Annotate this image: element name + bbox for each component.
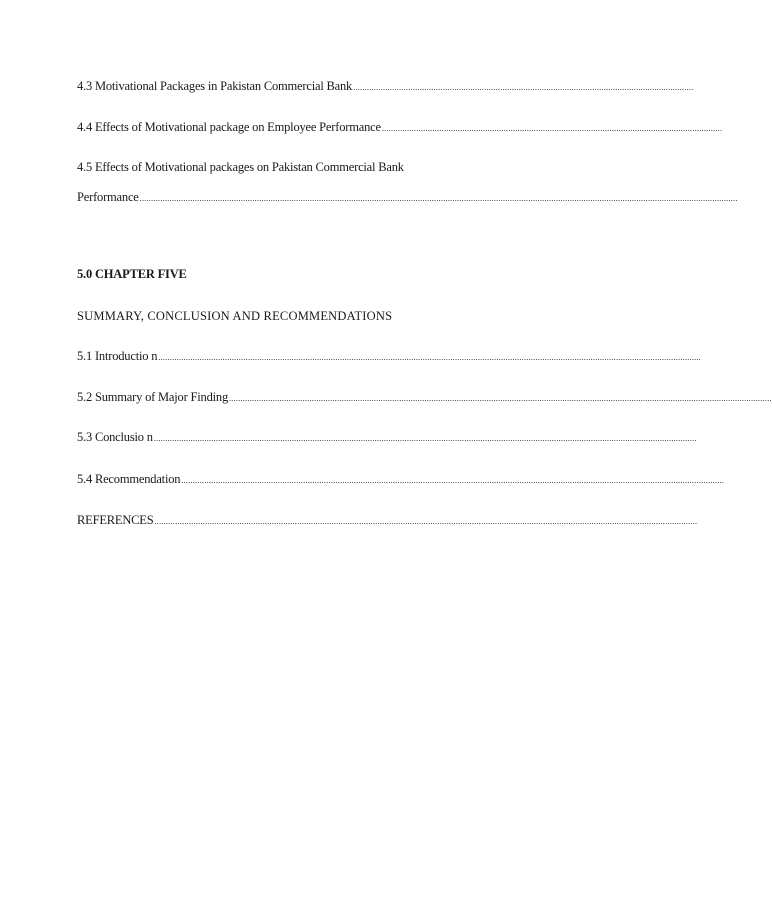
toc-dot-leader: ............................................................................................................................................................................................................................................ (158, 353, 702, 362)
toc-entry-4-5-continued[interactable] (77, 189, 738, 207)
toc-entry-label: 4.4 Effects of Motivational package on Employee Performance (77, 120, 381, 134)
toc-entry-5-3[interactable] (77, 429, 697, 447)
toc-entry-label: REFERENCES (77, 513, 154, 527)
toc-entry-references[interactable] (77, 512, 698, 530)
chapter-five-heading (77, 266, 187, 282)
toc-dot-leader: .................................................................................................................................................... (381, 124, 723, 133)
toc-dot-leader: .................................................................................................................................................................................................................................................................... (139, 194, 738, 203)
toc-dot-leader: ............................................................................................................................................................................................................................................ (153, 434, 697, 443)
chapter-heading-text: 5.0 CHAPTER FIVE (77, 267, 187, 281)
toc-dot-leader: ............................................................................................................................................................................................................................................ (154, 517, 698, 526)
toc-entry-label: 5.1 Introductio n (77, 349, 158, 363)
toc-entry-5-1[interactable] (77, 348, 702, 366)
toc-dot-leader: ............................................................................................................................................................................................................................................ (181, 476, 725, 485)
chapter-title-text: SUMMARY, CONCLUSION AND RECOMMENDATIONS (77, 309, 393, 323)
toc-dot-leader: ............................................................................................................................................................................................................................................ (229, 394, 772, 403)
toc-dot-leader: .................................................................................................................................................... (353, 83, 694, 92)
toc-entry-label: 5.2 Summary of Major Finding (77, 390, 228, 404)
toc-entry-5-2[interactable] (77, 389, 772, 407)
toc-entry-label: Performance (77, 190, 139, 204)
toc-entry-label: 5.4 Recommendation (77, 472, 181, 486)
toc-entry-label: 4.5 Effects of Motivational packages on Pakistan Commercial Bank (77, 160, 404, 174)
toc-entry-5-4[interactable] (77, 471, 725, 489)
toc-entry-4-4[interactable] (77, 119, 723, 137)
toc-entry-label: 4.3 Motivational Packages in Pakistan Commercial Bank (77, 79, 353, 93)
toc-entry-4-5[interactable] (77, 159, 547, 175)
toc-entry-label: 5.3 Conclusio n (77, 430, 153, 444)
toc-entry-4-3[interactable] (77, 78, 694, 96)
chapter-five-title (77, 308, 392, 324)
